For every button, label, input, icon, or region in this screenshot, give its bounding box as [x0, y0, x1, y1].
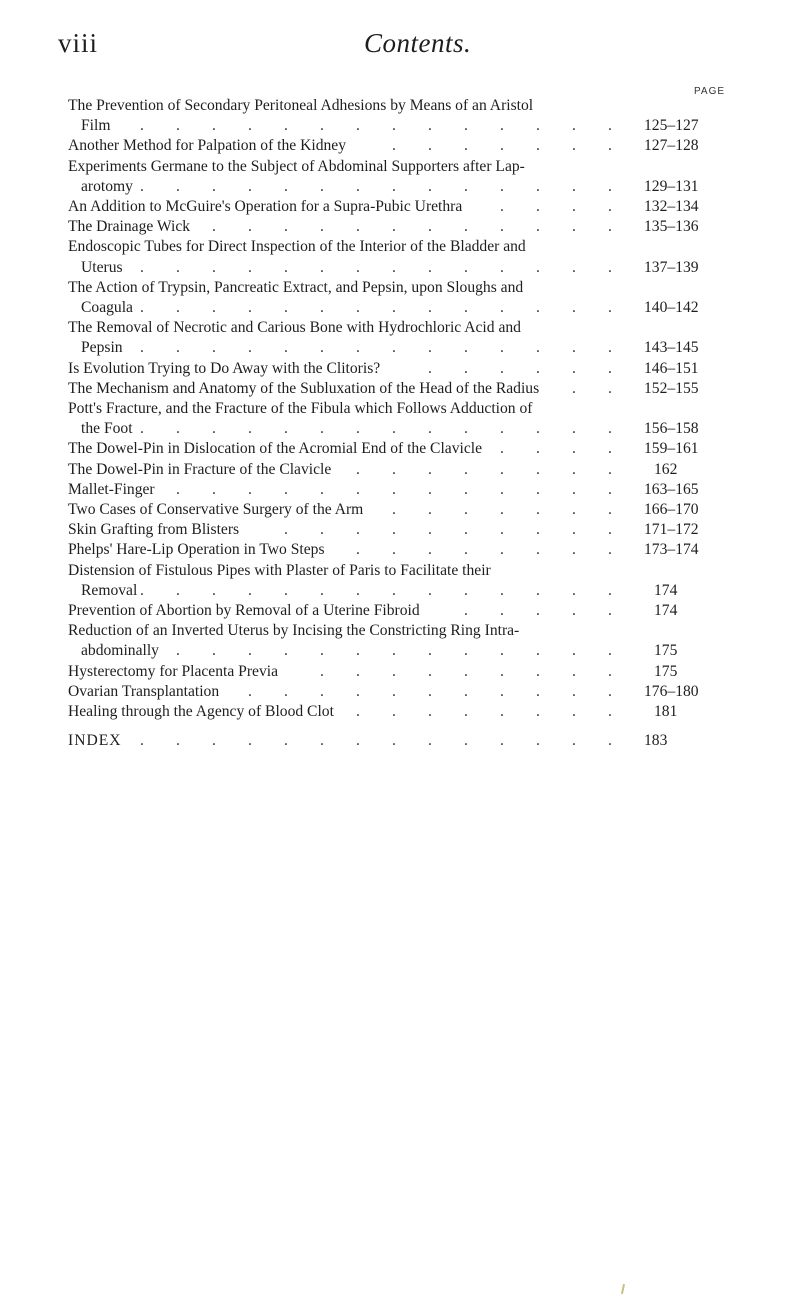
toc-entry: Distension of Fistulous Pipes with Plaster of Paris to Facilitate their Removal 174 . . . . . . . . . . . . . . [68, 561, 740, 601]
toc-entry-pages: 174 [654, 581, 678, 599]
toc-entry-title: Ovarian Transplantation [68, 682, 220, 700]
toc-entry: Two Cases of Conservative Surgery of the Arm 166–170 . . . . . . . [68, 500, 740, 520]
toc-entry: Reduction of an Inverted Uterus by Incising the Constricting Ring Intra- abdominally 175 . . . . . . . . . . . . . [68, 621, 740, 661]
toc-entry: Another Method for Palpation of the Kidney 127–128 . . . . . . . [68, 136, 740, 156]
toc-entry-pages: 176–180 [644, 682, 699, 700]
folio-number: viii [58, 28, 99, 58]
page-column-label: PAGE [694, 86, 726, 97]
toc-entry: Phelps' Hare-Lip Operation in Two Steps 173–174 . . . . . . . . [68, 540, 740, 560]
toc-entry-pages: 125–127 [644, 117, 699, 135]
toc-entry-title: The Action of Trypsin, Pancreatic Extract, and Pepsin, upon Sloughs and [68, 278, 524, 296]
toc-entry-pages: 174 [654, 602, 678, 620]
toc-entry: Skin Grafting from Blisters 171–172 . . . . . . . . . . [68, 520, 740, 540]
toc-entry: The Prevention of Secondary Peritoneal Adhesions by Means of an Aristol Film 125–127 . . . . . . . . . . . . . . [68, 96, 740, 136]
toc-entry-title: Distension of Fistulous Pipes with Plaster of Paris to Facilitate their [68, 561, 491, 579]
toc-entry: Hysterectomy for Placenta Previa 175 . . . . . . . . . [68, 662, 740, 682]
toc-entry-title: Endoscopic Tubes for Direct Inspection of the Interior of the Bladder and [68, 238, 526, 256]
toc-entry-title-continued: Pepsin [81, 339, 123, 357]
toc-entry: Endoscopic Tubes for Direct Inspection of the Interior of the Bladder and Uterus 137–139 . . . . . . . . . . . . . . [68, 237, 740, 277]
toc-entry: The Mechanism and Anatomy of the Subluxation of the Head of the Radius 152–155 . . [68, 379, 740, 399]
toc-entry: The Action of Trypsin, Pancreatic Extract, and Pepsin, upon Sloughs and Coagula 140–142 . . . . . . . . . . . . . . [68, 278, 740, 318]
toc-entry: Experiments Germane to the Subject of Abdominal Supporters after Lap- arotomy 129–131 . . . . . . . . . . . . . . [68, 157, 740, 197]
toc-entry-pages: 146–151 [644, 359, 699, 377]
toc-index-pages: 183 [644, 732, 668, 750]
toc-entry-title: The Removal of Necrotic and Carious Bone with Hydrochloric Acid and [68, 319, 521, 337]
toc-entry-title: Experiments Germane to the Subject of Abdominal Supporters after Lap- [68, 157, 525, 175]
toc-entry-title-continued: Coagula [81, 299, 133, 317]
toc-entry-title: The Dowel-Pin in Dislocation of the Acromial End of the Clavicle [68, 440, 483, 458]
toc-entry: The Drainage Wick 135–136 . . . . . . . . . . . . [68, 217, 740, 237]
toc-entry: The Removal of Necrotic and Carious Bone with Hydrochloric Acid and Pepsin 143–145 . . . . . . . . . . . . . . [68, 318, 740, 358]
toc-entry: Healing through the Agency of Blood Clot 181 . . . . . . . . [68, 702, 740, 722]
toc-entry-pages: 127–128 [644, 137, 699, 155]
toc-entry: The Dowel-Pin in Fracture of the Clavicle 162 . . . . . . . . [68, 460, 740, 480]
toc-entry: Prevention of Abortion by Removal of a Uterine Fibroid 174 . . . . . [68, 601, 740, 621]
toc-entry-pages: 162 [654, 460, 678, 478]
toc-entry-pages: 175 [654, 642, 678, 660]
toc-entry: Is Evolution Trying to Do Away with the Clitoris? 146–151 . . . . . . [68, 359, 740, 379]
toc-entry-title: Hysterectomy for Placenta Previa [68, 662, 279, 680]
table-of-contents [68, 96, 740, 752]
toc-entry-pages: 140–142 [644, 299, 699, 317]
toc-entry-pages: 173–174 [644, 541, 699, 559]
toc-entry-title: The Drainage Wick [68, 218, 191, 236]
toc-entry-title-continued: Film [81, 117, 111, 135]
toc-entry-title: The Prevention of Secondary Peritoneal Adhesions by Means of an Aristol [68, 97, 534, 114]
toc-entry-pages: 152–155 [644, 379, 699, 397]
toc-entry-pages: 181 [654, 703, 678, 721]
toc-entry-title: Prevention of Abortion by Removal of a Uterine Fibroid [68, 602, 420, 620]
toc-entry-pages: 159–161 [644, 440, 699, 458]
toc-entry-title: Reduction of an Inverted Uterus by Incising the Constricting Ring Intra- [68, 622, 520, 640]
toc-entry-index: INDEX . . . . . . . . . . . . . . 183 [68, 731, 740, 751]
toc-entry-pages: 175 [654, 662, 678, 680]
toc-entry: Ovarian Transplantation 176–180 . . . . . . . . . . . [68, 682, 740, 702]
toc-entry-title: An Addition to McGuire's Operation for a Supra-Pubic Urethra [68, 198, 463, 216]
toc-entry-pages: 129–131 [644, 177, 699, 195]
toc-entry: Pott's Fracture, and the Fracture of the Fibula which Follows Adduction of the Foot 156–158 . . . . . . . . . . . . . . [68, 399, 740, 439]
toc-entry-title: Healing through the Agency of Blood Clot [68, 703, 334, 721]
toc-index-label: INDEX [68, 732, 122, 750]
toc-entry-pages: 156–158 [644, 420, 699, 438]
toc-entry-title-continued: Uterus [81, 258, 123, 276]
toc-entry-title: Pott's Fracture, and the Fracture of the Fibula which Follows Adduction of [68, 400, 533, 418]
toc-entry-title: Mallet-Finger [68, 480, 155, 498]
stray-mark [621, 1284, 625, 1294]
toc-entry-pages: 135–136 [644, 218, 699, 236]
toc-entry-pages: 143–145 [644, 339, 699, 357]
toc-entry-pages: 166–170 [644, 501, 699, 519]
toc-entry-pages: 163–165 [644, 480, 699, 498]
toc-entry-pages: 137–139 [644, 258, 699, 276]
toc-entry-pages: 171–172 [644, 521, 699, 539]
toc-entry-title-continued: the Foot [81, 420, 133, 438]
toc-entry-title: Is Evolution Trying to Do Away with the Clitoris? [68, 359, 381, 377]
toc-entry-title: The Mechanism and Anatomy of the Subluxation of the Head of the Radius [68, 379, 540, 397]
running-title: Contents. [364, 28, 472, 58]
toc-entry-title: Another Method for Palpation of the Kidney [68, 137, 347, 155]
page-header [58, 28, 478, 68]
toc-entry-title-continued: arotomy [81, 177, 133, 195]
toc-entry-title: Two Cases of Conservative Surgery of the Arm [68, 501, 364, 519]
toc-entry-title: Skin Grafting from Blisters [68, 521, 240, 539]
toc-entry: An Addition to McGuire's Operation for a Supra-Pubic Urethra 132–134 . . . . [68, 197, 740, 217]
toc-entry: Mallet-Finger 163–165 . . . . . . . . . . . . . [68, 480, 740, 500]
toc-entry-title-continued: abdominally [81, 642, 159, 660]
toc-entry-title: Phelps' Hare-Lip Operation in Two Steps [68, 541, 325, 559]
toc-entry-title: The Dowel-Pin in Fracture of the Clavicle [68, 460, 332, 478]
toc-entry-pages: 132–134 [644, 198, 699, 216]
toc-entry-title-continued: Removal [81, 581, 138, 599]
toc-entry: The Dowel-Pin in Dislocation of the Acromial End of the Clavicle 159–161 . . . . [68, 439, 740, 459]
